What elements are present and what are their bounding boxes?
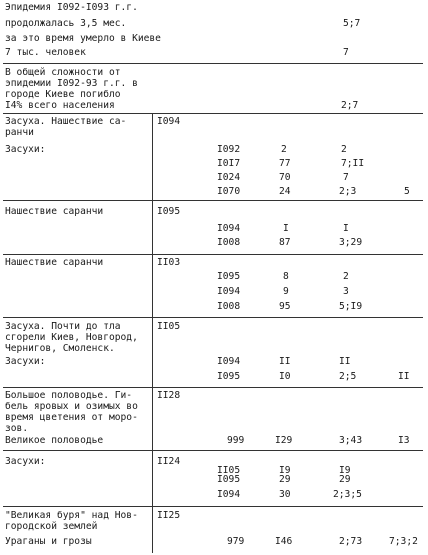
row-value: II <box>339 356 351 367</box>
entry-title: зов. <box>5 423 29 434</box>
row-year: I094 <box>217 286 241 297</box>
column-divider <box>152 507 153 553</box>
entry-year: II03 <box>157 257 181 268</box>
summary-line: городе Киеве погибло <box>5 89 121 100</box>
row-count: 70 <box>279 172 291 183</box>
row-count: 29 <box>279 474 291 485</box>
row-count: I29 <box>275 435 293 446</box>
row-value: 3 <box>343 286 349 297</box>
row-count: I9 <box>279 465 291 476</box>
row-extra: II <box>398 371 410 382</box>
row-year: I095 <box>217 474 241 485</box>
entry-title: Засухи: <box>5 456 46 467</box>
row-value: 2 <box>341 144 347 155</box>
row-year: I095 <box>217 371 241 382</box>
row-year: I070 <box>217 186 241 197</box>
intro-value: 7 <box>343 47 349 58</box>
row-count: 30 <box>279 489 291 500</box>
separator-line <box>3 387 423 388</box>
row-count: 2 <box>281 144 287 155</box>
row-year: I094 <box>217 223 241 234</box>
row-count: II <box>279 356 291 367</box>
separator-line <box>3 113 423 114</box>
row-count: I46 <box>275 536 293 547</box>
intro-line: Эпидемия I092-I093 г.г. <box>5 2 138 13</box>
row-value: 2 <box>343 271 349 282</box>
row-count: 8 <box>283 271 289 282</box>
entry-title: Засуха. Почти до тла <box>5 321 121 332</box>
intro-line: продолжалась 3,5 мес. <box>5 18 127 29</box>
column-divider <box>152 388 153 450</box>
row-count: 95 <box>279 301 291 312</box>
row-year: I094 <box>217 489 241 500</box>
row-value: 3;29 <box>339 237 363 248</box>
intro-line: за это время умерло в Киеве <box>5 33 161 44</box>
intro-value: 5;7 <box>343 18 361 29</box>
row-year: I0I7 <box>217 158 241 169</box>
entry-year: I094 <box>157 116 181 127</box>
entry-year: II28 <box>157 390 181 401</box>
entry-title: Большое половодье. Ги- <box>5 390 133 401</box>
row-value: I <box>343 223 349 234</box>
column-divider <box>152 255 153 317</box>
row-value: I9 <box>339 465 351 476</box>
entry-year: I095 <box>157 206 181 217</box>
intro-line: 7 тыс. человек <box>5 47 86 58</box>
entry-title: ранчи <box>5 127 34 138</box>
row-year: I095 <box>217 271 241 282</box>
row-count: 77 <box>279 158 291 169</box>
row-value: 7 <box>343 172 349 183</box>
entry-title: Засуха. Нашествие са- <box>5 116 127 127</box>
row-count: 87 <box>279 237 291 248</box>
entry-year: II05 <box>157 321 181 332</box>
row-year: I008 <box>217 301 241 312</box>
row-value: 2;3;5 <box>333 489 362 500</box>
row-count: 9 <box>283 286 289 297</box>
entry-title: бель яровых и озимых во <box>5 401 138 412</box>
separator-line <box>3 317 423 318</box>
row-count: 24 <box>279 186 291 197</box>
column-divider <box>152 114 153 200</box>
separator-line <box>3 200 423 201</box>
entry-subtitle: Ураганы и грозы <box>5 536 92 547</box>
entry-year: II24 <box>157 456 181 467</box>
row-count: I <box>283 223 289 234</box>
row-year: I094 <box>217 356 241 367</box>
column-divider <box>152 451 153 506</box>
row-year: II05 <box>217 465 241 476</box>
row-year: 999 <box>227 435 245 446</box>
row-value: 5;I9 <box>339 301 363 312</box>
separator-line <box>3 506 423 507</box>
summary-value: 2;7 <box>341 100 359 111</box>
entry-title: сгорели Киев, Новгород, <box>5 332 138 343</box>
summary-line: I4% всего населения <box>5 100 115 111</box>
row-value: 3;43 <box>339 435 363 446</box>
separator-line <box>3 63 423 64</box>
column-divider <box>152 318 153 387</box>
row-value: 29 <box>339 474 351 485</box>
row-extra: 5 <box>404 186 410 197</box>
row-extra: 7;3;2 <box>389 536 418 547</box>
entry-year: II25 <box>157 510 181 521</box>
separator-line <box>3 450 423 451</box>
entry-title: "Великая буря" над Нов- <box>5 510 138 521</box>
row-year: I024 <box>217 172 241 183</box>
row-extra: I3 <box>398 435 410 446</box>
entry-title: время цветения от моро- <box>5 412 138 423</box>
entry-subtitle: Засухи: <box>5 144 46 155</box>
entry-subtitle: Великое половодье <box>5 435 104 446</box>
entry-subtitle: Засухи: <box>5 356 46 367</box>
row-year: 979 <box>227 536 245 547</box>
row-value: 7;II <box>341 158 365 169</box>
row-year: I092 <box>217 144 241 155</box>
entry-title: городской землей <box>5 521 98 532</box>
entry-title: Чернигов, Смоленск. <box>5 343 115 354</box>
row-value: 2;3 <box>339 186 357 197</box>
summary-line: В общей сложности от <box>5 67 121 78</box>
row-year: I008 <box>217 237 241 248</box>
row-count: I0 <box>279 371 291 382</box>
entry-title: Нашествие саранчи <box>5 257 104 268</box>
summary-line: эпидемии I092-93 г.г. в <box>5 78 138 89</box>
column-divider <box>152 201 153 254</box>
row-value: 2;5 <box>339 371 357 382</box>
separator-line <box>3 254 423 255</box>
entry-title: Нашествие саранчи <box>5 206 104 217</box>
row-value: 2;73 <box>339 536 363 547</box>
